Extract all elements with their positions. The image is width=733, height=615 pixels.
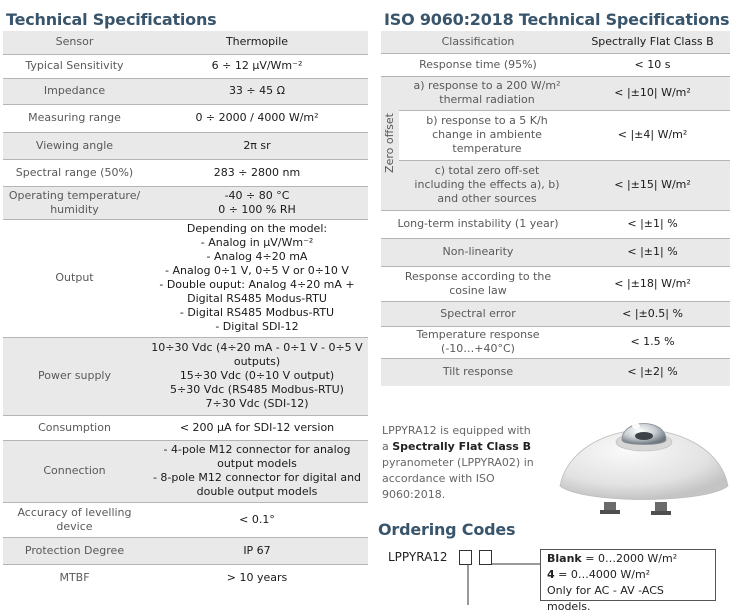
row-value xyxy=(575,160,730,210)
row-value xyxy=(146,132,368,159)
row-label xyxy=(3,537,146,564)
cell-line: Sensor xyxy=(55,35,94,49)
legend-line-1: Blank = 0…2000 W/m² xyxy=(547,552,678,565)
cell-line: thermal radiation xyxy=(439,93,535,106)
cell-line: - Analog 4÷20 mA xyxy=(206,250,308,263)
row-value xyxy=(146,159,368,186)
cell-line: Accuracy of levelling xyxy=(17,505,132,519)
row-label xyxy=(3,159,146,186)
cell-line: temperature xyxy=(452,142,522,155)
row-label xyxy=(3,186,146,219)
legend-line-3: Only for AC - AV -ACS models. xyxy=(547,584,664,613)
row-label xyxy=(399,110,575,160)
row-label xyxy=(381,358,575,386)
cell-line: IP 67 xyxy=(243,543,271,557)
cell-line: 6 ÷ 12 μV/Wm⁻² xyxy=(211,59,303,72)
cell-line: c) total zero off-set xyxy=(434,164,540,177)
row-label xyxy=(399,160,575,210)
cell-line: Viewing angle xyxy=(35,138,114,152)
row-value xyxy=(575,31,730,53)
cell-line: Tilt response xyxy=(442,365,514,379)
row-label xyxy=(3,219,146,337)
cell-line: Typical Sensitivity xyxy=(25,59,124,72)
cell-line: < |±18| W/m² xyxy=(614,276,691,290)
row-label xyxy=(381,31,575,53)
ordering-codes-title: Ordering Codes xyxy=(378,520,516,539)
cell-line: output models xyxy=(217,457,297,470)
cell-line: 7÷30 Vdc (SDI-12) xyxy=(205,397,309,410)
row-label xyxy=(3,440,146,502)
iso-row xyxy=(381,238,730,266)
cell-line: Non-linearity xyxy=(442,245,514,258)
row-value xyxy=(146,440,368,502)
cell-line: b) response to a 5 K/h xyxy=(426,114,548,127)
cell-line: - 4-pole M12 connector for analog xyxy=(163,443,351,456)
cell-line: 33 ÷ 45 Ω xyxy=(228,84,286,97)
legend-line-2: 4 = 0…4000 W/m² xyxy=(547,568,651,581)
cell-line: < |±1| % xyxy=(627,245,678,258)
spec-row xyxy=(3,104,368,132)
row-label xyxy=(381,266,575,301)
technical-specifications-table xyxy=(3,31,368,592)
cell-line: including the effects a), b) xyxy=(414,178,560,191)
technical-specifications-title: Technical Specifications xyxy=(6,10,217,29)
spec-row xyxy=(3,132,368,159)
cell-line: Spectral range (50%) xyxy=(15,165,134,179)
cell-line: - Double ouput: Analog 4÷20 mA + xyxy=(159,278,355,291)
cell-line: Protection Degree xyxy=(24,543,125,557)
cell-line: Impedance xyxy=(43,84,106,97)
zero-offset-label: Zero offset xyxy=(383,113,396,173)
product-description: LPPYRA12 is equipped with a Spectrally Flat Class B pyranometer (LPPYRA02) in accordance with ISO 9060:2018. xyxy=(382,424,534,501)
cell-line: Thermopile xyxy=(225,35,289,49)
order-code-connector-lines xyxy=(462,556,542,605)
spec-row xyxy=(3,186,368,219)
iso-row xyxy=(381,358,730,386)
spec-row xyxy=(3,337,368,415)
row-value xyxy=(146,78,368,104)
cell-line: 283 ÷ 2800 nm xyxy=(213,165,301,179)
spec-row xyxy=(3,415,368,440)
row-value xyxy=(575,210,730,238)
cell-line: double output models xyxy=(196,485,318,498)
row-value xyxy=(575,110,730,160)
cell-line: < 200 μA for SDI-12 version xyxy=(179,420,335,434)
cell-line: 5÷30 Vdc (RS485 Modbus-RTU) xyxy=(170,383,344,396)
order-code-legend xyxy=(540,549,716,613)
cell-line: Long-term instability (1 year) xyxy=(397,217,559,230)
spec-row xyxy=(3,159,368,186)
row-label xyxy=(381,301,575,326)
iso-row xyxy=(381,326,730,358)
cell-line: < |±1| % xyxy=(627,217,678,230)
row-label xyxy=(381,326,575,358)
row-value xyxy=(146,502,368,537)
cell-line: < 10 s xyxy=(634,57,671,71)
cell-line: Depending on the model: xyxy=(186,222,328,235)
iso-row xyxy=(381,266,730,301)
row-value xyxy=(146,219,368,337)
cell-line: humidity xyxy=(50,202,99,216)
cell-line: Connection xyxy=(43,464,106,477)
spec-row xyxy=(3,78,368,104)
cell-line: and other sources xyxy=(437,192,537,205)
spec-row xyxy=(3,440,368,502)
row-label xyxy=(381,53,575,76)
cell-line: < |±0.5| % xyxy=(622,306,683,320)
row-value xyxy=(575,238,730,266)
iso-row xyxy=(381,76,730,110)
row-label xyxy=(3,564,146,592)
row-label xyxy=(3,104,146,132)
cell-line: 2π sr xyxy=(243,138,271,152)
cell-line: MTBF xyxy=(59,571,90,585)
cell-line: > 10 years xyxy=(226,571,288,585)
spec-row xyxy=(3,564,368,592)
row-label xyxy=(399,76,575,110)
row-value xyxy=(575,266,730,301)
cell-line: a) response to a 200 W/m² xyxy=(413,79,561,92)
spec-row xyxy=(3,219,368,337)
cell-line: 0 ÷ 2000 / 4000 W/m² xyxy=(195,111,319,124)
row-label xyxy=(3,415,146,440)
row-value xyxy=(575,53,730,76)
row-label xyxy=(3,78,146,104)
iso-row xyxy=(381,160,730,210)
iso-row xyxy=(381,210,730,238)
cell-line: < |±2| % xyxy=(627,365,678,379)
spec-row xyxy=(3,502,368,537)
spec-row xyxy=(3,31,368,54)
cell-line: Response time (95%) xyxy=(419,57,537,71)
cell-line: < |±10| W/m² xyxy=(614,86,691,99)
cell-line: Classification xyxy=(441,34,515,48)
order-code-label: LPPYRA12 xyxy=(388,550,448,564)
row-value xyxy=(146,31,368,54)
cell-line: Spectral error xyxy=(440,306,516,320)
iso-row xyxy=(381,110,730,160)
cell-line: Measuring range xyxy=(28,111,121,124)
cell-line: Consumption xyxy=(38,420,111,434)
row-value xyxy=(146,537,368,564)
spec-row xyxy=(3,537,368,564)
row-label xyxy=(3,132,146,159)
cell-line: 10÷30 Vdc (4÷20 mA - 0÷1 V - 0÷5 V xyxy=(151,341,363,354)
cell-line: (-10…+40°C) xyxy=(441,342,515,355)
row-label xyxy=(381,210,575,238)
cell-line: Output xyxy=(55,271,94,284)
row-label xyxy=(381,238,575,266)
iso-row xyxy=(381,53,730,76)
pyranometer-image xyxy=(556,408,732,520)
cell-line: 15÷30 Vdc (0÷10 V output) xyxy=(179,369,335,382)
iso-row xyxy=(381,301,730,326)
cell-line: Operating temperature/ xyxy=(8,188,141,202)
iso-specifications-title: ISO 9060:2018 Technical Specifications xyxy=(384,10,730,29)
row-value xyxy=(146,564,368,592)
row-value xyxy=(146,186,368,219)
cell-line: < 1.5 % xyxy=(630,335,675,348)
row-value xyxy=(146,415,368,440)
cell-line: -40 ÷ 80 °C xyxy=(224,188,290,202)
row-label xyxy=(3,502,146,537)
cell-line: < |±15| W/m² xyxy=(614,178,691,191)
cell-line: outputs) xyxy=(233,355,281,368)
cell-line: - Analog 0÷1 V, 0÷5 V or 0÷10 V xyxy=(165,264,349,277)
cell-line: - 8-pole M12 connector for digital and xyxy=(152,471,362,484)
iso-specifications-table xyxy=(381,31,730,386)
row-value xyxy=(575,326,730,358)
cell-line: Spectrally Flat Class B xyxy=(591,34,714,48)
spec-row xyxy=(3,54,368,78)
cell-line: - Digital RS485 Modbus-RTU xyxy=(179,306,335,319)
row-label xyxy=(3,31,146,54)
row-value xyxy=(575,76,730,110)
cell-line: < |±4| W/m² xyxy=(617,128,688,141)
cell-line: 0 ÷ 100 % RH xyxy=(218,202,296,216)
row-value xyxy=(146,104,368,132)
cell-line: Response according to the xyxy=(404,269,552,283)
row-label xyxy=(3,54,146,78)
cell-line: cosine law xyxy=(449,283,507,297)
cell-line: Digital RS485 Modus-RTU xyxy=(187,292,327,305)
cell-line: change in ambiente xyxy=(432,128,542,141)
row-label xyxy=(3,337,146,415)
cell-line: device xyxy=(56,519,93,533)
cell-line: Temperature response xyxy=(416,328,540,341)
iso-row xyxy=(381,31,730,53)
cell-line: - Analog in μV/Wm⁻² xyxy=(200,236,314,249)
row-value xyxy=(575,301,730,326)
cell-line: < 0.1° xyxy=(239,512,275,526)
zero-offset-group xyxy=(381,76,399,210)
row-value xyxy=(146,337,368,415)
cell-line: Power supply xyxy=(38,369,111,382)
row-value xyxy=(146,54,368,78)
cell-line: - Digital SDI-12 xyxy=(215,320,299,333)
row-value xyxy=(575,358,730,386)
